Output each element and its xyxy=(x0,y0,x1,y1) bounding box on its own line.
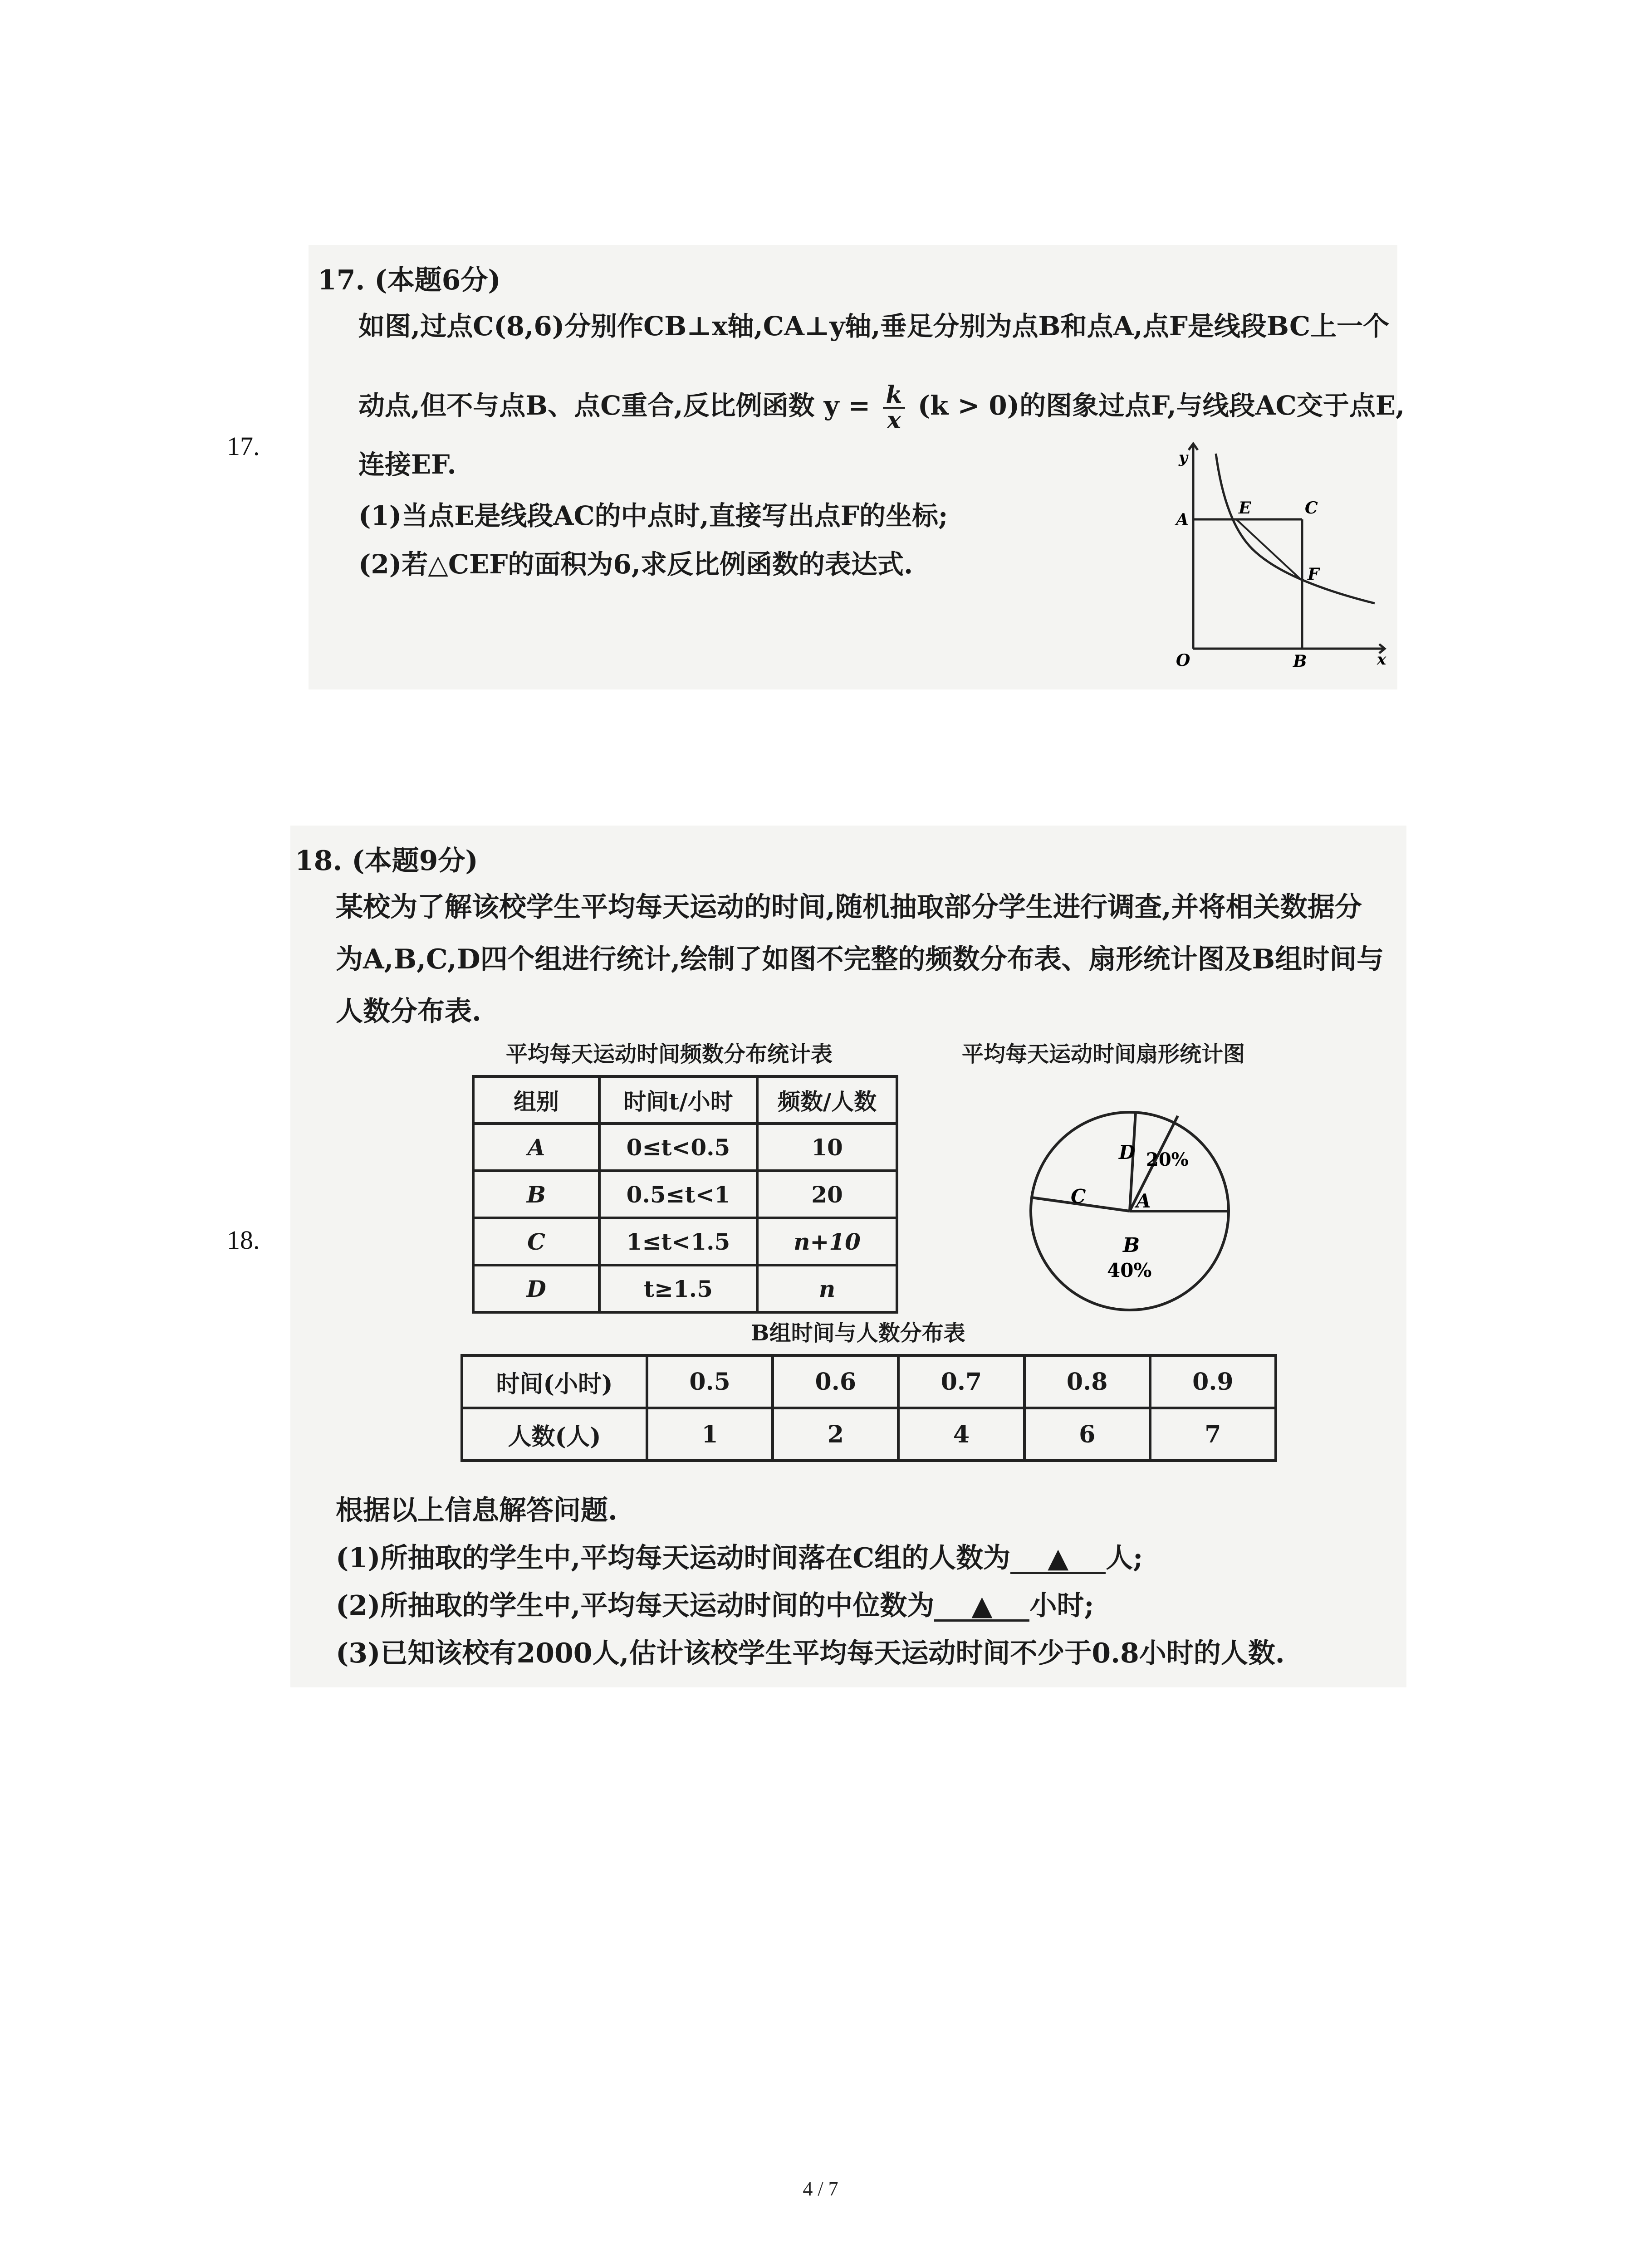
pie-label-c: C xyxy=(1071,1185,1086,1207)
freq-cell: D xyxy=(473,1265,599,1312)
freq-cell: B xyxy=(473,1171,599,1218)
q17-fraction xyxy=(883,383,905,432)
table-row xyxy=(473,1218,897,1265)
q17-line2-pre: 动点,但不与点B、点C重合,反比例函数 y = xyxy=(358,390,871,421)
b-cell: 6 xyxy=(1024,1408,1150,1461)
freq-cell: 0.5≤t<1 xyxy=(599,1171,757,1218)
pie-pct-b: 40% xyxy=(1107,1259,1152,1281)
q17-line3: 连接EF. xyxy=(358,449,456,480)
pie-chart xyxy=(1025,1107,1234,1315)
q17-frac-num: k xyxy=(883,383,905,409)
freq-cell: n+10 xyxy=(757,1218,897,1265)
freq-table xyxy=(472,1075,898,1314)
b-cell: 2 xyxy=(773,1408,898,1461)
b-cell: 0.9 xyxy=(1150,1355,1276,1408)
pie-label-d: D xyxy=(1119,1141,1136,1163)
q17-figure xyxy=(1148,435,1393,671)
fig-label-c: C xyxy=(1305,499,1318,518)
freq-cell: n xyxy=(757,1265,897,1312)
q18-line3: 人数分布表. xyxy=(336,996,481,1027)
q18-number: 18. xyxy=(227,1225,260,1255)
q18-sub2 xyxy=(336,1592,1094,1622)
q17-line2 xyxy=(358,383,1405,432)
fig-label-o: O xyxy=(1176,651,1190,670)
freq-cell: A xyxy=(473,1124,599,1171)
freq-header-group: 组别 xyxy=(473,1076,599,1124)
b-cell: 0.8 xyxy=(1024,1355,1150,1408)
q18-intro: 根据以上信息解答问题. xyxy=(336,1495,617,1526)
pie-pct-a: 20% xyxy=(1146,1149,1189,1170)
b-cell: 0.5 xyxy=(647,1355,773,1408)
q18-sub1 xyxy=(336,1542,1143,1574)
pie-label-b: B xyxy=(1123,1234,1140,1257)
table-row xyxy=(462,1355,1276,1408)
b-table-title: B组时间与人数分布表 xyxy=(751,1320,965,1346)
fig-label-f: F xyxy=(1308,565,1319,584)
q17-number: 17. xyxy=(227,431,260,461)
q18-sub3: (3)已知该校有2000人,估计该校学生平均每天运动时间不少于0.8小时的人数. xyxy=(336,1637,1285,1669)
q18-line1: 某校为了解该校学生平均每天运动的时间,随机抽取部分学生进行调查,并将相关数据分 xyxy=(336,891,1362,923)
freq-cell: t≥1.5 xyxy=(599,1265,757,1312)
pie-title: 平均每天运动时间扇形统计图 xyxy=(962,1041,1245,1067)
q17-frac-den: x xyxy=(887,406,901,434)
fig-label-a: A xyxy=(1176,510,1189,529)
page-number: 4 / 7 xyxy=(803,2178,838,2200)
fig-label-y: y xyxy=(1179,449,1188,467)
fig-label-x: x xyxy=(1377,650,1386,669)
freq-table-header xyxy=(473,1076,897,1124)
q18-sub2-blank: ▲ xyxy=(934,1592,1029,1622)
q18-sub1-pre: (1)所抽取的学生中,平均每天运动时间落在C组的人数为 xyxy=(336,1542,1011,1574)
q17-line1: 如图,过点C(8,6)分别作CB⊥x轴,CA⊥y轴,垂足分别为点B和点A,点F是线段BC上一个 xyxy=(358,311,1390,342)
q17-sub1: (1)当点E是线段AC的中点时,直接写出点F的坐标; xyxy=(358,500,948,531)
q17-header: 17. (本题6分) xyxy=(318,264,501,296)
table-row xyxy=(462,1408,1276,1461)
freq-header-count: 频数/人数 xyxy=(757,1076,897,1124)
b-cell: 0.7 xyxy=(898,1355,1024,1408)
b-cell: 时间(小时) xyxy=(462,1355,647,1408)
freq-table-title: 平均每天运动时间频数分布统计表 xyxy=(506,1041,833,1067)
b-cell: 1 xyxy=(647,1408,773,1461)
freq-cell: 1≤t<1.5 xyxy=(599,1218,757,1265)
freq-cell: 0≤t<0.5 xyxy=(599,1124,757,1171)
b-cell: 4 xyxy=(898,1408,1024,1461)
q17-sub2: (2)若△CEF的面积为6,求反比例函数的表达式. xyxy=(358,549,913,580)
q18-sub1-post: 人; xyxy=(1106,1542,1143,1574)
b-cell: 7 xyxy=(1150,1408,1276,1461)
table-row xyxy=(473,1265,897,1312)
freq-cell: 10 xyxy=(757,1124,897,1171)
q18-header: 18. (本题9分) xyxy=(295,845,478,877)
q18-sub2-pre: (2)所抽取的学生中,平均每天运动时间的中位数为 xyxy=(336,1590,935,1622)
fig-label-b: B xyxy=(1293,652,1307,671)
fig-label-e: E xyxy=(1239,499,1251,518)
b-cell: 人数(人) xyxy=(462,1408,647,1461)
q18-sub2-post: 小时; xyxy=(1029,1590,1094,1622)
freq-header-time: 时间t/小时 xyxy=(599,1076,757,1124)
q17-line2-post: (k > 0)的图象过点F,与线段AC交于点E, xyxy=(917,390,1405,421)
b-table xyxy=(460,1354,1277,1462)
table-row xyxy=(473,1171,897,1218)
freq-cell: 20 xyxy=(757,1171,897,1218)
freq-cell: C xyxy=(473,1218,599,1265)
table-row xyxy=(473,1124,897,1171)
pie-label-a: A xyxy=(1136,1190,1151,1212)
b-cell: 0.6 xyxy=(773,1355,898,1408)
q18-line2: 为A,B,C,D四个组进行统计,绘制了如图不完整的频数分布表、扇形统计图及B组时间与 xyxy=(336,943,1384,975)
q18-sub1-blank: ▲ xyxy=(1010,1545,1106,1574)
